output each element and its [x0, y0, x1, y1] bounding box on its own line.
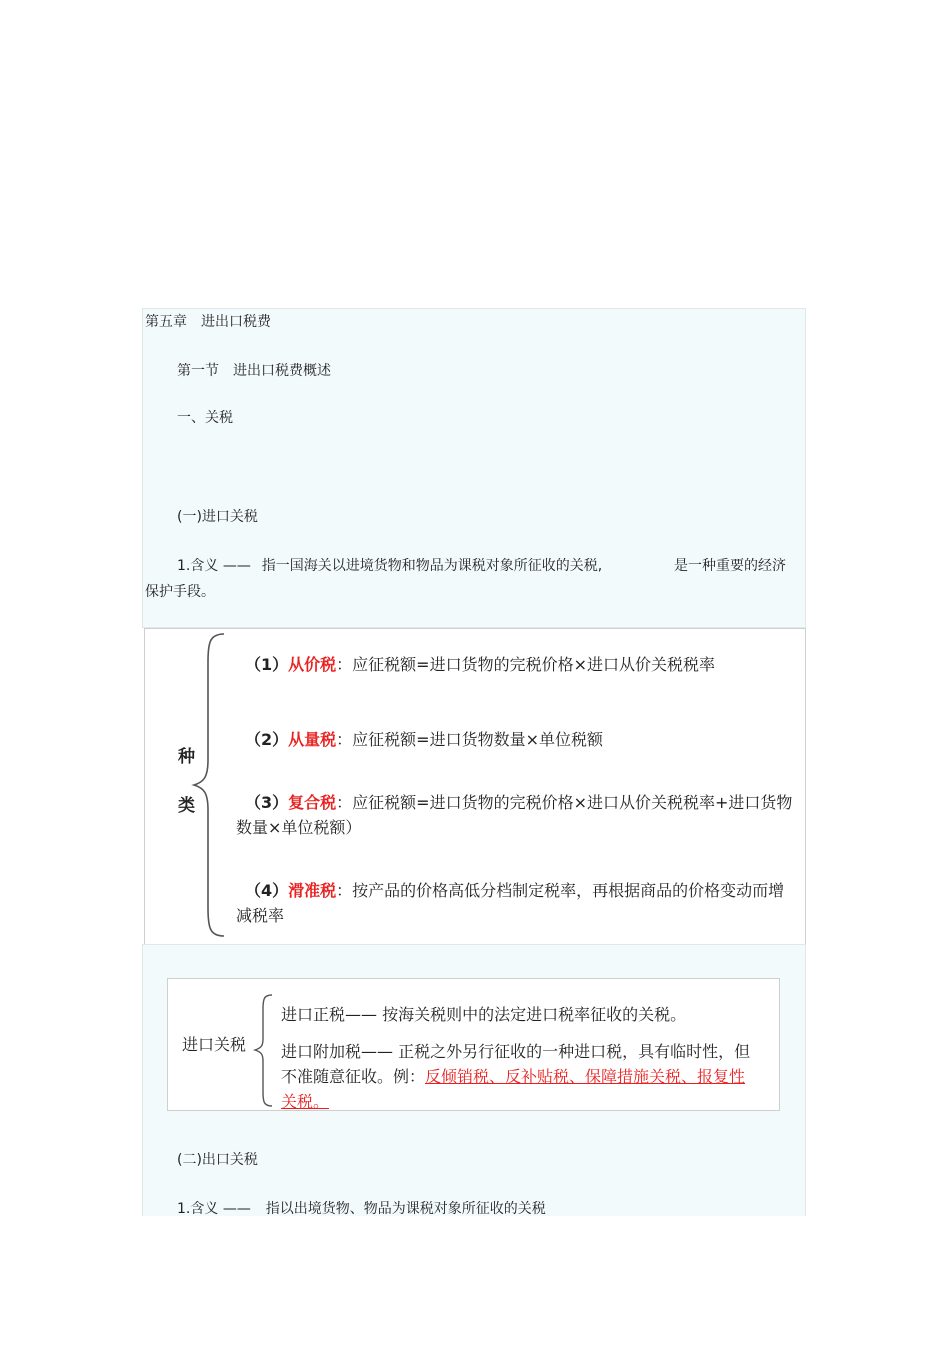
export-definition [177, 1199, 546, 1219]
definition-number: 1.含义 [177, 1201, 219, 1217]
type-name: 从价税 [288, 655, 337, 674]
section-label: 第一节 [177, 363, 219, 379]
import-surcharge-line1: 进口附加税—— 正税之外另行征收的一种进口税，具有临时性，但 [281, 1042, 751, 1061]
definition-text: 指以出境货物、物品为课税对象所征收的关税 [265, 1201, 546, 1217]
tariff-type-compound [245, 790, 792, 815]
surcharge-prefix: 不准随意征收。例： [281, 1067, 426, 1086]
section-name: 进出口税费概述 [233, 363, 331, 379]
surcharge-examples-end: 关税。 [281, 1092, 330, 1111]
heading-export-tariff: (二)出口关税 [177, 1152, 258, 1168]
tariff-type-sliding [245, 878, 784, 903]
types-label-char-1: 种 [178, 747, 195, 767]
definition-text: 指一国海关以进境货物和物品为课税对象所征收的关税, [261, 558, 603, 574]
types-label-char-2: 类 [178, 796, 195, 816]
tariff-type-specific [245, 727, 603, 752]
type-formula: 应征税额=进口货物数量×单位税额 [352, 730, 603, 749]
import-definition-line2: 保护手段。 [145, 584, 215, 600]
tariff-type-sliding-cont: 减税率 [236, 906, 285, 925]
type-name: 从量税 [288, 730, 337, 749]
import-regular-tax: 进口正税—— 按海关税则中的法定进口税率征收的关税。 [281, 1005, 687, 1024]
definition-dash: —— [222, 558, 251, 574]
curly-brace-icon [252, 993, 276, 1108]
type-number: （4） [245, 881, 289, 900]
import-definition-line1 [177, 556, 602, 576]
type-colon: ： [336, 793, 353, 812]
heading-import-tariff: (一)进口关税 [177, 509, 258, 525]
definition-dash: —— [222, 1201, 251, 1217]
type-number: （2） [245, 730, 289, 749]
type-name: 滑准税 [288, 881, 337, 900]
section-title [177, 361, 331, 381]
import-definition-line1-end: 是一种重要的经济 [674, 558, 786, 574]
chapter-name: 进出口税费 [201, 314, 271, 330]
type-number: （3） [245, 793, 289, 812]
surcharge-examples: 反倾销税、反补贴税、保障措施关税、报复性 [425, 1067, 746, 1086]
chapter-title [145, 312, 271, 332]
type-formula: 应征税额=进口货物的完税价格×进口从价关税税率 [352, 655, 715, 674]
tariff-type-compound-cont: 数量×单位税额） [236, 818, 362, 837]
import-tariff-label: 进口关税 [182, 1035, 247, 1054]
type-formula: 应征税额=进口货物的完税价格×进口从价关税税率+进口货物 [352, 793, 793, 812]
type-formula: 按产品的价格高低分档制定税率，再根据商品的价格变动而增 [352, 881, 785, 900]
type-colon: ： [336, 881, 353, 900]
content-panel-top [142, 308, 806, 628]
import-surcharge-line2 [281, 1064, 745, 1089]
definition-number: 1.含义 [177, 558, 219, 574]
chapter-label: 第五章 [145, 314, 187, 330]
type-colon: ： [336, 730, 353, 749]
import-surcharge-line3 [281, 1089, 329, 1114]
curly-brace-icon [190, 632, 230, 938]
type-name: 复合税 [288, 793, 337, 812]
type-number: （1） [245, 655, 289, 674]
heading-tariff: 一、关税 [177, 410, 233, 426]
type-colon: ： [336, 655, 353, 674]
tariff-type-ad-valorem [245, 652, 715, 677]
